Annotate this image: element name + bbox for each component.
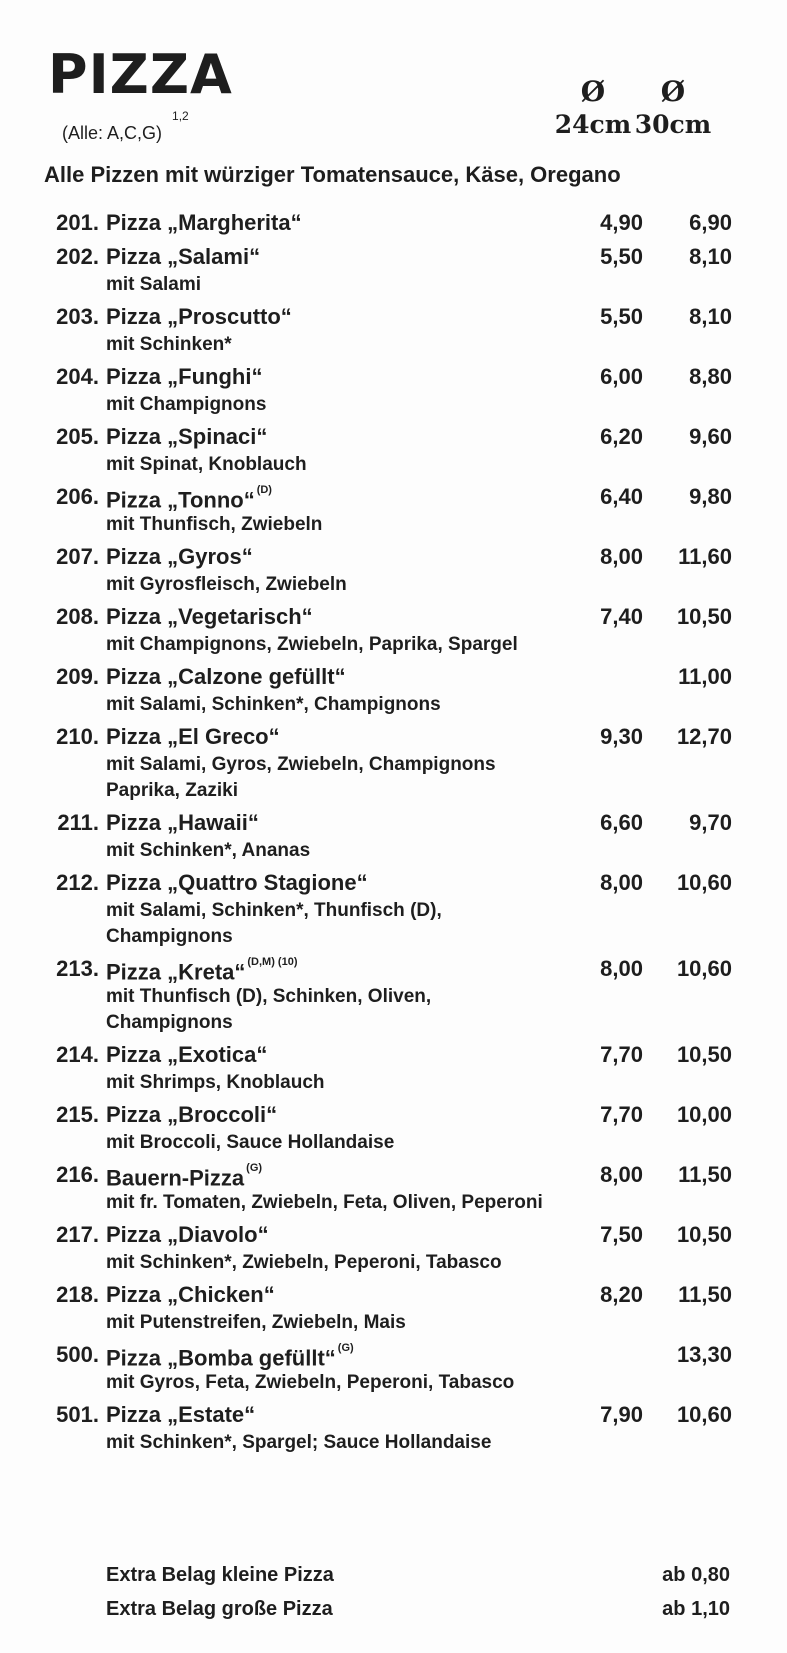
menu-item-row [0,481,787,512]
price-24cm: 6,60 [600,810,643,835]
item-number: 214. [56,1042,99,1067]
item-name-text: Pizza „Calzone gefüllt“ [106,664,346,689]
price-30cm: 13,30 [676,1342,732,1367]
price-30cm: 9,80 [689,484,732,509]
item-name [106,1039,267,1070]
item-number: 207. [56,544,99,569]
item-allergen-sup: (D) [256,484,272,496]
price-24cm: 4,90 [600,210,643,235]
item-number: 216. [56,1162,99,1187]
item-name-text: Pizza „Spinaci“ [106,424,268,449]
item-description: mit Champignons [106,394,267,415]
menu-item [0,207,787,238]
menu-item-row [0,1039,787,1070]
item-description: mit Schinken* [106,334,232,355]
item-number: 206. [56,484,99,509]
item-name [106,1279,275,1310]
menu-item-row [0,1219,787,1250]
item-allergen-sup: (G) [246,1162,263,1174]
menu-item [0,1099,787,1156]
extra-topping-label: Extra Belag kleine Pizza [106,1564,334,1586]
menu-item [0,601,787,658]
item-name [106,481,272,515]
item-number: 212. [56,870,99,895]
price-30cm: 11,50 [678,1282,732,1307]
menu-item [0,301,787,358]
allergen-footnote: 1,2 [172,109,189,123]
item-name-text: Pizza „Estate“ [106,1402,256,1427]
menu-item [0,241,787,298]
item-name-text: Pizza „Kreta“ [106,959,246,985]
menu-item [0,1399,787,1456]
item-name [106,1339,354,1373]
price-24cm: 7,50 [600,1222,643,1247]
menu-item [0,1039,787,1096]
menu-subtitle: Alle Pizzen mit würziger Tomatensauce, Käse, Oregano [44,162,621,187]
item-number: 208. [56,604,99,629]
item-description: mit Schinken*, Ananas [106,840,311,861]
item-description: mit Putenstreifen, Zwiebeln, Mais [106,1312,406,1333]
menu-item-row [0,661,787,692]
item-description: mit Champignons, Zwiebeln, Paprika, Spargel [106,634,518,655]
menu-item-row [0,541,787,572]
menu-item-row [0,1159,787,1190]
item-name-text: Pizza „Proscutto“ [106,304,292,329]
item-number: 205. [56,424,99,449]
item-name [106,361,262,392]
menu-item [0,1339,787,1396]
item-name-text: Pizza „Diavolo“ [106,1222,269,1247]
extra-topping-price: ab 1,10 [662,1598,730,1620]
menu-item-row [0,1399,787,1430]
price-30cm: 10,50 [676,604,732,629]
item-number: 215. [56,1102,99,1127]
diameter-symbol: Ø [660,75,686,108]
item-name [106,241,260,272]
price-30cm: 12,70 [676,724,732,749]
menu-item [0,481,787,538]
menu-item-row [0,953,787,984]
item-number: 211. [57,810,99,835]
item-name-text: Pizza „Funghi“ [106,364,263,389]
price-24cm: 7,70 [600,1042,643,1067]
item-name [106,207,302,238]
item-description: mit Salami, Schinken*, Champignons [106,694,441,715]
item-description: mit Spinat, Knoblauch [106,454,307,475]
item-name-text: Pizza „Margherita“ [106,210,302,235]
extras-list [0,1558,787,1626]
item-description: mit Broccoli, Sauce Hollandaise [106,1132,395,1153]
menu-item [0,661,787,718]
item-name-text: Pizza „Quattro Stagione“ [106,870,368,895]
item-name [106,807,259,838]
price-30cm: 9,70 [689,810,732,835]
item-number: 213. [56,956,99,981]
item-description: Paprika, Zaziki [106,780,239,801]
price-30cm: 10,60 [676,1402,732,1427]
size-small-header [550,75,636,139]
item-name [106,953,298,987]
menu-item-row [0,1279,787,1310]
item-number: 204. [56,364,99,389]
item-name-text: Pizza „Tonno“ [106,487,255,513]
item-number: 500. [56,1342,99,1367]
item-number: 210. [56,724,99,749]
extra-topping-row [0,1558,787,1592]
price-24cm: 7,70 [600,1102,643,1127]
item-name-text: Pizza „Exotica“ [106,1042,268,1067]
menu-item-row [0,421,787,452]
price-24cm: 9,30 [600,724,643,749]
item-description: mit Schinken*, Zwiebeln, Peperoni, Tabasco [106,1252,502,1273]
item-name [106,661,346,692]
menu-item [0,1159,787,1216]
size-small-label: 24cm [554,110,632,139]
price-24cm: 6,00 [600,364,643,389]
item-name-text: Pizza „Vegetarisch“ [106,604,313,629]
price-24cm: 7,90 [600,1402,643,1427]
item-number: 218. [56,1282,99,1307]
page-title: PIZZA [48,43,233,106]
menu-item-row [0,241,787,272]
price-30cm: 8,10 [689,304,732,329]
item-description: mit Gyros, Feta, Zwiebeln, Peperoni, Tabasco [106,1372,515,1393]
menu-item-row [0,207,787,238]
item-name [106,541,253,572]
price-30cm: 10,60 [676,956,732,981]
menu-item-row [0,601,787,632]
menu-item-row [0,1099,787,1130]
item-name [106,601,313,632]
item-description: mit Salami [106,274,202,295]
menu-item-row [0,361,787,392]
item-name [106,421,267,452]
price-30cm: 9,60 [689,424,732,449]
price-24cm: 8,00 [600,1162,643,1187]
item-name-text: Pizza „Gyros“ [106,544,253,569]
item-number: 202. [56,244,99,269]
menu-item [0,421,787,478]
price-24cm: 7,40 [600,604,643,629]
pizza-list [0,207,787,1459]
item-description: mit fr. Tomaten, Zwiebeln, Feta, Oliven, Peperoni [106,1192,543,1213]
menu-item [0,807,787,864]
item-allergen-sup: (D,M) (10) [247,956,298,968]
price-24cm: 6,40 [600,484,643,509]
menu-item-row [0,301,787,332]
item-name [106,1399,255,1430]
diameter-symbol: Ø [580,75,606,108]
menu-item-row [0,867,787,898]
item-number: 203. [56,304,99,329]
price-24cm: 8,00 [600,956,643,981]
allergen-note [62,109,189,143]
price-30cm: 8,10 [689,244,732,269]
price-24cm: 8,20 [600,1282,643,1307]
item-name-text: Pizza „Broccoli“ [106,1102,278,1127]
menu-item [0,361,787,418]
price-24cm: 5,50 [600,244,643,269]
extra-topping-row [0,1592,787,1626]
item-name-text: Pizza „El Greco“ [106,724,280,749]
price-24cm: 5,50 [600,304,643,329]
menu-item-row [0,721,787,752]
item-description: Champignons [106,1012,233,1033]
item-name-text: Pizza „Salami“ [106,244,261,269]
menu-item [0,541,787,598]
price-30cm: 10,50 [676,1042,732,1067]
price-24cm: 6,20 [600,424,643,449]
item-number: 217. [56,1222,99,1247]
price-30cm: 10,60 [676,870,732,895]
item-name-text: Bauern-Pizza [106,1165,245,1191]
item-name [106,301,292,332]
item-description: mit Salami, Schinken*, Thunfisch (D), [106,900,442,921]
item-name-text: Pizza „Bomba gefüllt“ [106,1345,336,1371]
item-description: Champignons [106,926,233,947]
price-30cm: 11,50 [678,1162,732,1187]
size-large-header [630,75,716,139]
item-name [106,867,368,898]
extra-topping-label: Extra Belag große Pizza [106,1598,333,1620]
item-description: mit Thunfisch (D), Schinken, Oliven, [106,986,432,1007]
item-description: mit Schinken*, Spargel; Sauce Hollandaise [106,1432,492,1453]
price-30cm: 6,90 [689,210,732,235]
price-30cm: 10,50 [676,1222,732,1247]
item-number: 501. [56,1402,99,1427]
price-24cm: 8,00 [600,870,643,895]
size-large-label: 30cm [634,110,712,139]
menu-item [0,721,787,804]
item-description: mit Salami, Gyros, Zwiebeln, Champignons [106,754,496,775]
menu-item [0,953,787,1036]
menu-item [0,1219,787,1276]
item-number: 209. [56,664,99,689]
item-number: 201. [56,210,99,235]
extra-topping-price: ab 0,80 [662,1564,730,1586]
menu-item [0,1279,787,1336]
item-name [106,721,280,752]
item-description: mit Shrimps, Knoblauch [106,1072,325,1093]
menu-item-row [0,1339,787,1370]
price-30cm: 11,60 [678,544,732,569]
price-30cm: 11,00 [678,664,732,689]
item-name [106,1159,262,1193]
item-name-text: Pizza „Chicken“ [106,1282,275,1307]
item-description: mit Thunfisch, Zwiebeln [106,514,323,535]
menu-item [0,867,787,950]
price-30cm: 10,00 [676,1102,732,1127]
price-30cm: 8,80 [689,364,732,389]
item-name [106,1099,277,1130]
item-allergen-sup: (G) [337,1342,354,1354]
allergen-codes: (Alle: A,C,G) [62,123,163,143]
item-description: mit Gyrosfleisch, Zwiebeln [106,574,347,595]
price-24cm: 8,00 [600,544,643,569]
item-name-text: Pizza „Hawaii“ [106,810,259,835]
item-name [106,1219,269,1250]
menu-item-row [0,807,787,838]
